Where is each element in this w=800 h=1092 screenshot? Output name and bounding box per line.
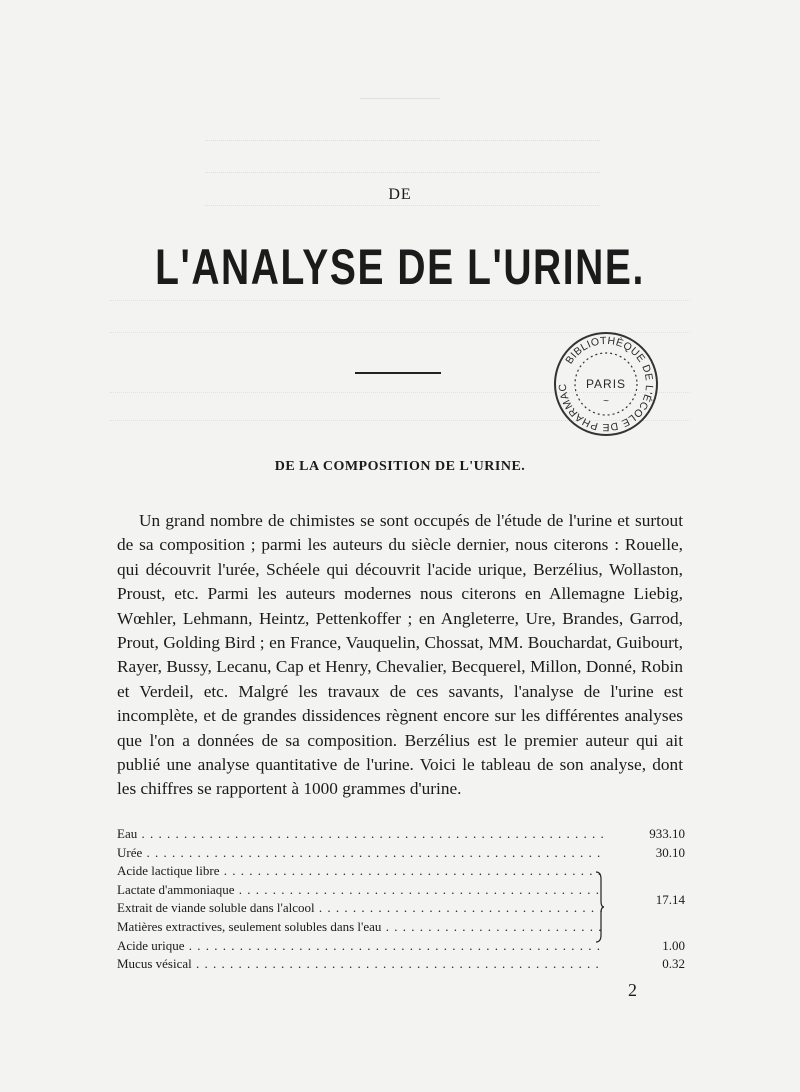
library-stamp [552,330,660,438]
stamp-seal-icon [552,330,660,438]
row-label: Eau . . . [117,825,603,844]
svg-text:~: ~ [603,396,609,407]
row-label: Urée . . . [117,844,603,863]
body-paragraph [117,509,683,802]
page-title: L'ANALYSE DE L'URINE. [155,239,645,295]
row-value: 30.10 [655,844,685,860]
row-label: Matières extractives, seulement solubles dans l'eau . . . [117,918,603,937]
table-row [117,844,685,863]
stamp-center-text: PARIS [585,377,627,391]
row-value: 0.32 [662,956,685,972]
row-value: 1.00 [662,937,685,953]
page-number: 2 [628,980,637,1000]
row-label: Acide lactique libre . . . [117,862,603,881]
row-label: Lactate d'ammoniaque . . . [117,881,603,900]
title-rule [355,372,441,374]
stamp-outer-text: BIBLIOTHÈQUE DE L'ÉCOLE DE PHARMAC [556,334,656,434]
right-brace-icon [595,871,605,943]
row-label: Mucus vésical . . . [117,955,603,974]
table-row [117,825,685,844]
title-prefix: DE [388,186,412,203]
row-label: Acide urique . . . [117,937,603,956]
row-value: 933.10 [649,826,685,841]
grouped-value: 17.14 [655,892,685,907]
table-row [117,955,685,974]
row-label: Extrait de viande soluble dans l'alcool . . . [117,899,603,918]
analysis-table [117,825,685,974]
paragraph-text: Un grand nombre de chimistes se sont occupés de l'étude de l'urine et surtout de sa composition ; parmi les auteurs du siècle dernier, nous citerons : Rouelle, qui découvrit l'urée, Schéele qui découvrit l'acide urique, Berzélius, Wollaston, Proust, etc. Parmi les auteurs modernes nous citerons en Allemagne Liebig, Wœhler, Lehmann, Heintz, Pettenkoffer ; en Angleterre, Ure, Brandes, Garrod, Prout, Golding Bird ; en France, Vauquelin, Chossat, MM. Bouchardat, Guibourt, Rayer, Bussy, Lecanu, Cap et Henry, Chevalier, Becquerel, Millon, Donné, Robin et Verdeil, etc. Malgré les travaux de ces savants, l'analyse de l'urine est incomplète, et de grandes dissidences règnent encore sur les différentes analyses que l'on a données de sa composition. Berzélius est le premier auteur qui ait publié une analyse quantitative de l'urine. Voici le tableau de son analyse, dont les chiffres se rapportent à 1000 grammes d'urine. [117,511,683,799]
section-heading: DE LA COMPOSITION DE L'URINE. [274,459,526,474]
